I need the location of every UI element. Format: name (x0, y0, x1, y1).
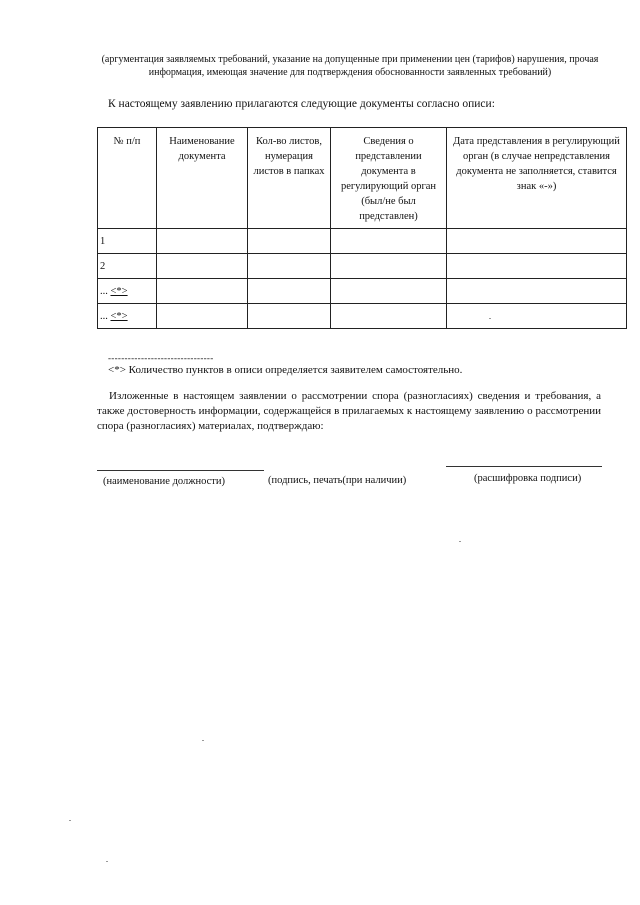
table-cell (331, 229, 447, 254)
table-cell (331, 279, 447, 304)
row-number (98, 304, 157, 329)
table-cell (157, 304, 248, 329)
decoding-signature-line (446, 466, 602, 467)
header-submission-date: Дата представления в регулирующий орган (в случае непредставления документа не заполняется, ставится знак «-») (447, 128, 627, 229)
row-number: 2 (98, 254, 157, 279)
header-number: № п/п (98, 128, 157, 229)
position-label: (наименование должности) (103, 476, 226, 487)
header-document-name: Наименование документа (157, 128, 248, 229)
table-cell (447, 279, 627, 304)
row-number: 1 (98, 229, 157, 254)
table-cell (157, 279, 248, 304)
table-cell (331, 304, 447, 329)
signature-stamp-label: (подпись, печать(при наличии) (268, 475, 407, 486)
declaration-text: Изложенные в настоящем заявлении о рассмотрении спора (разногласиях) сведения и требования, а также достоверность информации, содержащейся в прилагаемых к настоящему заявлению о рассмотрении спора (разногласиях) материалах, подтверждаю: (97, 390, 601, 432)
footnote-marker: <*> (110, 285, 128, 297)
footnote-text: <*> Количество пунктов в описи определяется заявителем самостоятельно. (108, 364, 463, 376)
scan-speck (106, 861, 108, 862)
scan-speck (202, 740, 204, 741)
table-cell (248, 304, 331, 329)
footnote-marker: <*> (110, 310, 128, 322)
table-cell (331, 254, 447, 279)
decoding-label: (расшифровка подписи) (474, 473, 582, 484)
position-signature-line (97, 470, 264, 471)
requirements-note: (аргументация заявляемых требований, указание на допущенные при применении цен (тарифов) нарушения, прочая информация, имеющая значение для подтверждения обоснованности заявленных требований) (101, 54, 599, 78)
header-sheet-count: Кол-во листов, нумерация листов в папках (248, 128, 331, 229)
table-cell (157, 254, 248, 279)
table-header-row (98, 128, 627, 229)
table-cell (447, 254, 627, 279)
scan-speck (459, 541, 461, 542)
header-submission-info: Сведения о представлении документа в регулирующий орган (был/не был представлен) (331, 128, 447, 229)
table-cell (248, 254, 331, 279)
row-number (98, 279, 157, 304)
footnote-separator: -------------------------------- (108, 353, 214, 363)
table-cell (157, 229, 248, 254)
attachments-intro: К настоящему заявлению прилагаются следующие документы согласно описи: (108, 98, 495, 110)
scan-speck (69, 820, 71, 821)
table-cell (248, 229, 331, 254)
table-row (98, 279, 627, 304)
table-row (98, 229, 627, 254)
table-cell (248, 279, 331, 304)
table-cell (447, 304, 627, 329)
scan-speck (489, 318, 491, 319)
attachments-table (97, 127, 627, 329)
row-number-ellipsis: ... (100, 310, 111, 322)
table-cell (447, 229, 627, 254)
table-row (98, 254, 627, 279)
table-row (98, 304, 627, 329)
row-number-ellipsis: ... (100, 285, 111, 297)
